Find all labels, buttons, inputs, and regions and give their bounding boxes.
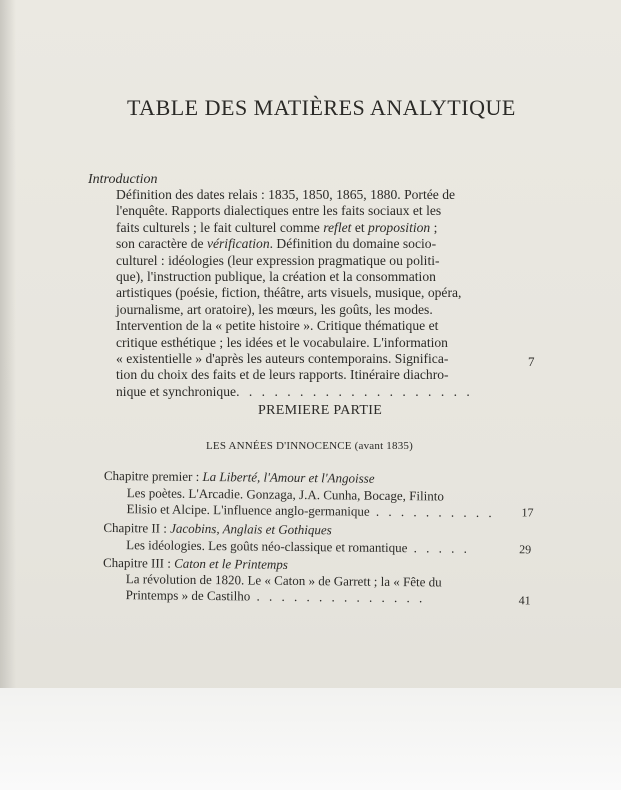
introduction-heading: Introduction — [88, 172, 158, 187]
chapter-heading: Chapitre premier : La Liberté, l'Amour et l'Angoisse — [103, 467, 375, 486]
chapter-page-number: 29 — [519, 542, 532, 557]
intro-line: journalisme, art oratoire), les mœurs, les goûts, les modes. — [116, 301, 433, 317]
chapter-heading: Chapitre III : Caton et le Printemps — [102, 554, 288, 572]
intro-line: « existentielle » d'après les auteurs contemporains. Significa- — [116, 351, 449, 367]
part-title: PREMIERE PARTIE — [258, 403, 383, 418]
page-bottom-edge — [0, 688, 621, 790]
intro-line: artistiques (poésie, fiction, théâtre, arts visuels, musique, opéra, — [116, 285, 462, 301]
intro-line: l'enquête. Rapports dialectiques entre les faits sociaux et les — [116, 203, 442, 219]
chapter-summary: Les poètes. L'Arcadie. Gonzaga, J.A. Cunha, Bocage, Filinto Elisio et Alcipe. L'influence anglo-germanique . . . . . . . . . . — [126, 485, 495, 521]
intro-line: Définition des dates relais : 1835, 1850, 1865, 1880. Portée de — [116, 187, 456, 202]
chapter-page-number: 41 — [518, 593, 531, 608]
chapter-summary: Les idéologies. Les goûts néo-classique et romantique . . . . . — [126, 537, 471, 556]
part-subtitle: LES ANNÉES D'INNOCENCE (avant 1835) — [206, 440, 413, 452]
intro-line: que), l'instruction publique, la création et la consommation — [116, 269, 436, 285]
intro-line: nique et synchronique. . . . . . . . . . . . . . . . . . . — [116, 383, 473, 399]
intro-line: culturel : idéologies (leur expression pragmatique ou politi- — [116, 252, 440, 268]
intro-line: Intervention de la « petite histoire ». Critique thématique et — [116, 318, 439, 334]
chapter-summary: La révolution de 1820. Le « Caton » de Garrett ; la « Fête du Printemps » de Castilho . . . . . . . . . . . . . . — [125, 571, 442, 606]
intro-line: tion du choix des faits et de leurs rapports. Itinéraire diachro- — [116, 367, 449, 383]
chapter-page-number: 17 — [521, 505, 534, 520]
chapter-heading: Chapitre II : Jacobins, Anglais et Gothiques — [103, 519, 332, 538]
intro-line: son caractère de vérification. Définition du domaine socio- — [116, 236, 437, 252]
intro-line: critique esthétique ; les idées et le vocabulaire. L'information — [116, 334, 448, 350]
intro-line: faits culturels ; le fait culturel comme reflet et proposition ; — [116, 219, 438, 235]
introduction-page-number: 7 — [528, 354, 535, 369]
page-title: TABLE DES MATIÈRES ANALYTIQUE — [127, 95, 516, 120]
